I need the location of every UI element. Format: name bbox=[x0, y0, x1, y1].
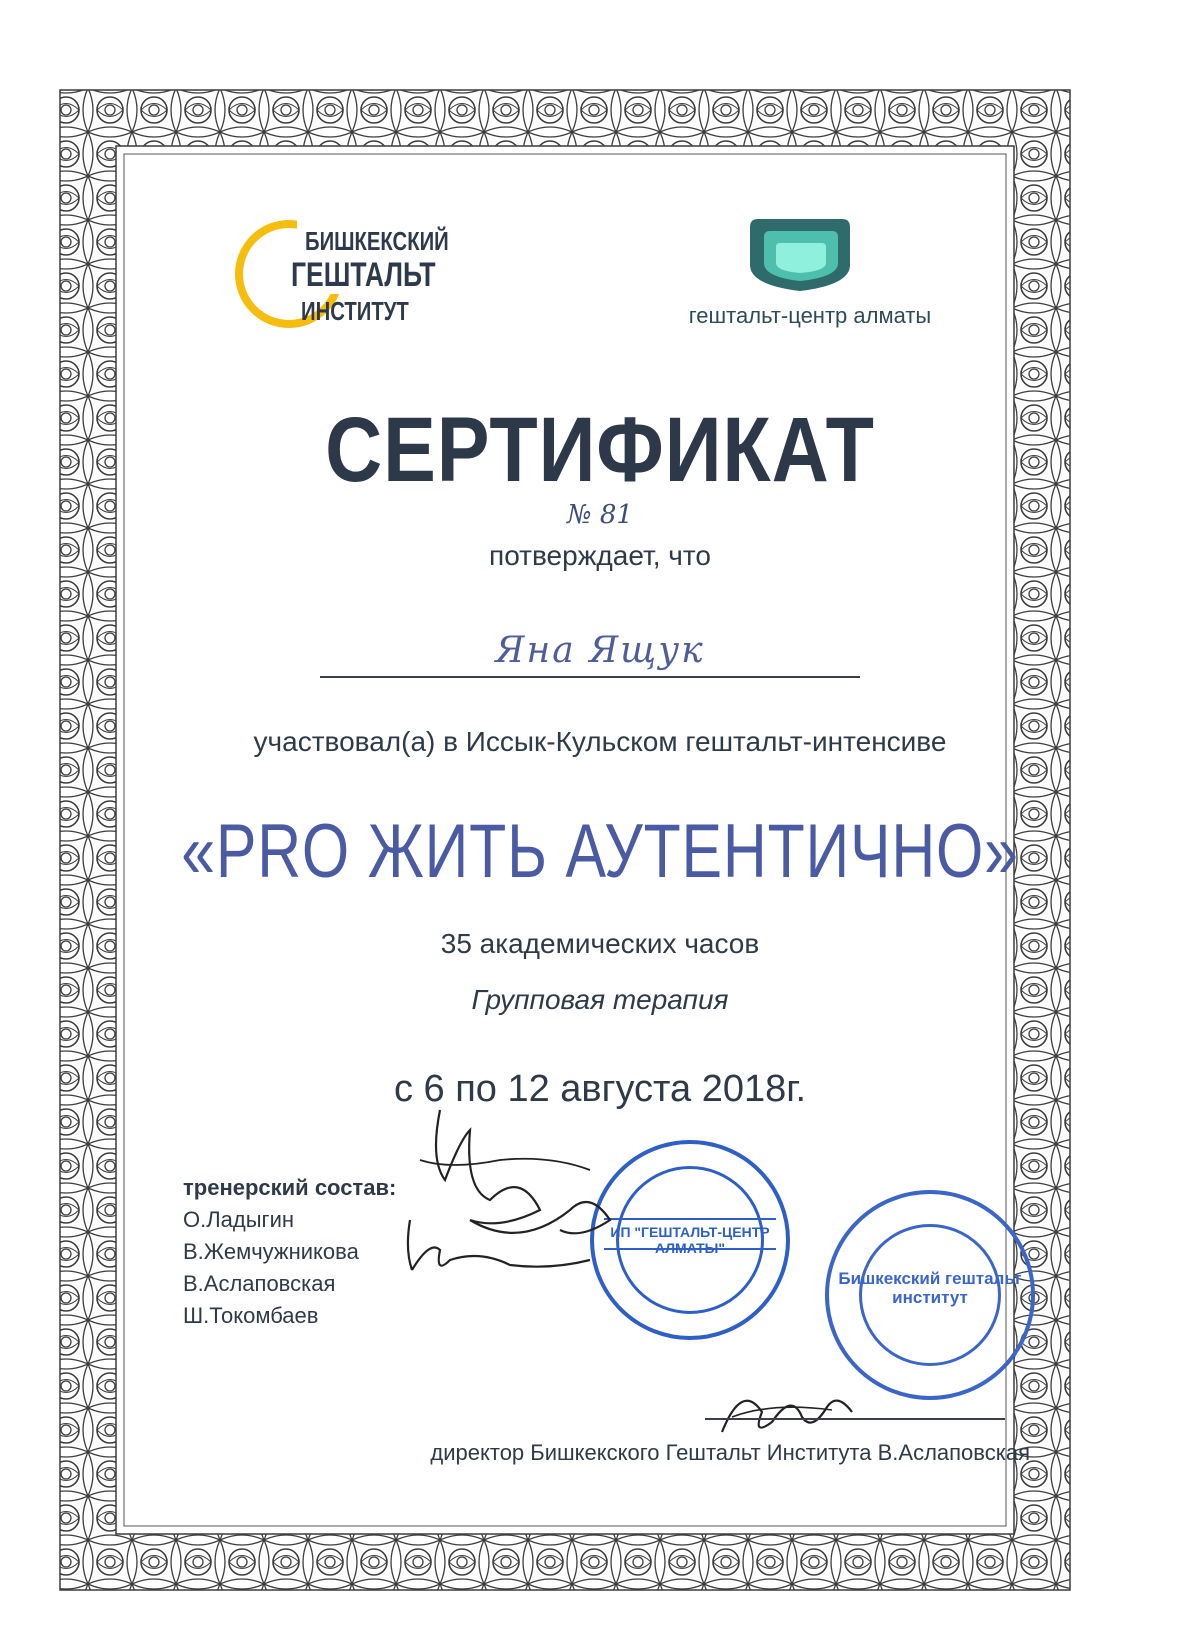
logo-text-line1: БИШКЕКСКИЙ bbox=[305, 226, 449, 256]
almaty-stamp-text: ИП "ГЕШТАЛЬТ-ЦЕНТР АЛМАТЫ" bbox=[610, 1224, 770, 1256]
name-underline bbox=[320, 676, 860, 678]
trainer-name: В.Аслаповская bbox=[183, 1271, 336, 1296]
certificate-title: СЕРТИФИКАТ bbox=[325, 399, 875, 501]
trainer-name: В.Жемчужникова bbox=[183, 1239, 359, 1264]
trainer-name: Ш.Токомбаев bbox=[183, 1303, 319, 1328]
gca-name: гештальт-центр алматы bbox=[688, 303, 932, 328]
recipient-name: Яна Ящук bbox=[495, 630, 705, 671]
trainers-heading: тренерский состав: bbox=[183, 1175, 397, 1200]
trainer-signatures bbox=[350, 1100, 680, 1300]
gca-mark-icon bbox=[740, 215, 860, 295]
logo-text-line3: ИНСТИТУТ bbox=[301, 296, 409, 326]
certificate-number: № 81 bbox=[567, 500, 633, 530]
director-signature-line bbox=[705, 1418, 1005, 1420]
trainer-name: О.Ладыгин bbox=[183, 1207, 295, 1232]
course-dates: с 6 по 12 августа 2018г. bbox=[393, 1068, 807, 1110]
course-type: Групповая терапия bbox=[471, 984, 729, 1015]
bishkek-gestalt-institute-logo bbox=[235, 218, 455, 338]
confirms-text: потверждает, что bbox=[489, 540, 711, 571]
participation-text: участвовал(а) в Иссык-Кульском гештальт-интенсиве bbox=[253, 726, 947, 757]
academic-hours: 35 академических часов bbox=[440, 928, 760, 959]
gestalt-center-almaty-logo bbox=[660, 215, 960, 345]
bishkek-stamp bbox=[825, 1190, 1035, 1400]
program-title: «PRO ЖИТЬ АУТЕНТИЧНО» bbox=[181, 809, 1019, 894]
bishkek-stamp-text: Бишкекский гештальт институт bbox=[838, 1269, 1022, 1307]
logo-text-line2: ГЕШТАЛЬТ bbox=[291, 256, 436, 294]
director-caption: директор Бишкекского Гештальт Института В.Аслаповская bbox=[430, 1440, 1030, 1465]
